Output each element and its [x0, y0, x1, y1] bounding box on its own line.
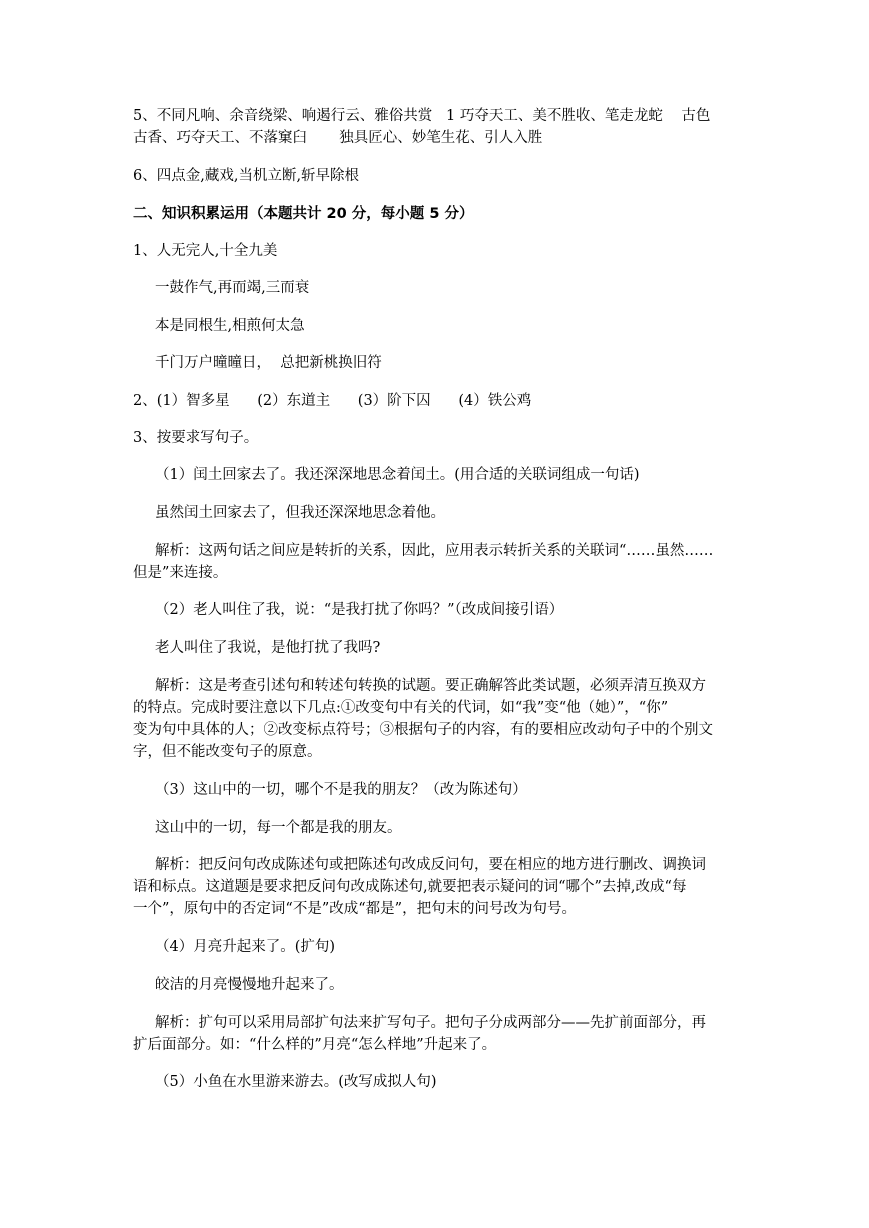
text-line: 本是同根生,相煎何太急 — [155, 318, 305, 334]
text-line: 解析：把反问句改成陈述句或把陈述句改成反问句，要在相应的地方进行删改、调换词 — [155, 857, 706, 873]
text-line: 老人叫住了我说，是他打扰了我吗? — [155, 640, 381, 656]
text-line: 6、四点金,藏戏,当机立断,斩早除根 — [133, 168, 360, 184]
text-line: 解析：这两句话之间应是转折的关系，因此，应用表示转折关系的关联词“……虽然…… — [155, 543, 714, 559]
text-line: 一个”，原句中的否定词“不是”改成“都是”，把句末的问号改为句号。 — [133, 901, 577, 917]
text-line: 一鼓作气,再而竭,三而衰 — [155, 280, 310, 296]
text-line: 解析：这是考查引述句和转述句转换的试题。要正确解答此类试题，必须弄清互换双方 — [155, 678, 706, 694]
text-line: 但是”来连接。 — [133, 565, 228, 581]
text-line: 的特点。完成时要注意以下几点:①改变句中有关的代词，如“我”变“他（她）”，“你” — [133, 700, 669, 716]
text-line: 扩后面部分。如：“什么样的”月亮“怎么样地”升起来了。 — [133, 1037, 497, 1053]
text-line: （4）月亮升起来了。(扩句) — [155, 939, 336, 955]
text-line: 3、按要求写句子。 — [133, 430, 259, 446]
text-line: 变为句中具体的人；②改变标点符号；③根据句子的内容，有的要相应改动句子中的个别文 — [133, 722, 713, 738]
text-line: 千门万户曈曈日， 总把新桃换旧符 — [155, 355, 382, 371]
text-line: 字，但不能改变句子的原意。 — [133, 744, 322, 760]
text-line: （3）这山中的一切，哪个不是我的朋友？（改为陈述句） — [155, 782, 527, 798]
text-line: 语和标点。这道题是要求把反问句改成陈述句,就要把表示疑问的词“哪个”去掉,改成“每 — [133, 879, 687, 895]
text-line: 1、人无完人,十全九美 — [133, 243, 278, 259]
text-line: 虽然闰土回家去了，但我还深深地思念着他。 — [155, 505, 445, 521]
text-line: （1）闰土回家去了。我还深深地思念着闰土。(用合适的关联词组成一句话) — [155, 467, 640, 483]
text-line: 解析：扩句可以采用局部扩句法来扩写句子。把句子分成两部分——先扩前面部分，再 — [155, 1015, 706, 1031]
text-line: 这山中的一切，每一个都是我的朋友。 — [155, 820, 402, 836]
text-line: 古香、巧夺天工、不落窠臼 独具匠心、妙笔生花、引人入胜 — [133, 130, 543, 146]
text-line: （5）小鱼在水里游来游去。(改写成拟人句) — [155, 1074, 437, 1090]
text-line: 5、不同凡响、余音绕梁、响遏行云、雅俗共赏 1 巧夺天工、美不胜收、笔走龙蛇 古色 — [133, 108, 711, 124]
section-heading: 二、知识积累运用（本题共计 20 分，每小题 5 分） — [133, 206, 474, 222]
text-line: 2、(1）智多星 (2）东道主 (3）阶下囚 (4）铁公鸡 — [133, 393, 532, 409]
text-line: （2）老人叫住了我，说：“是我打扰了你吗？”（改成间接引语） — [155, 602, 564, 618]
text-line: 皎洁的月亮慢慢地升起来了。 — [155, 977, 344, 993]
